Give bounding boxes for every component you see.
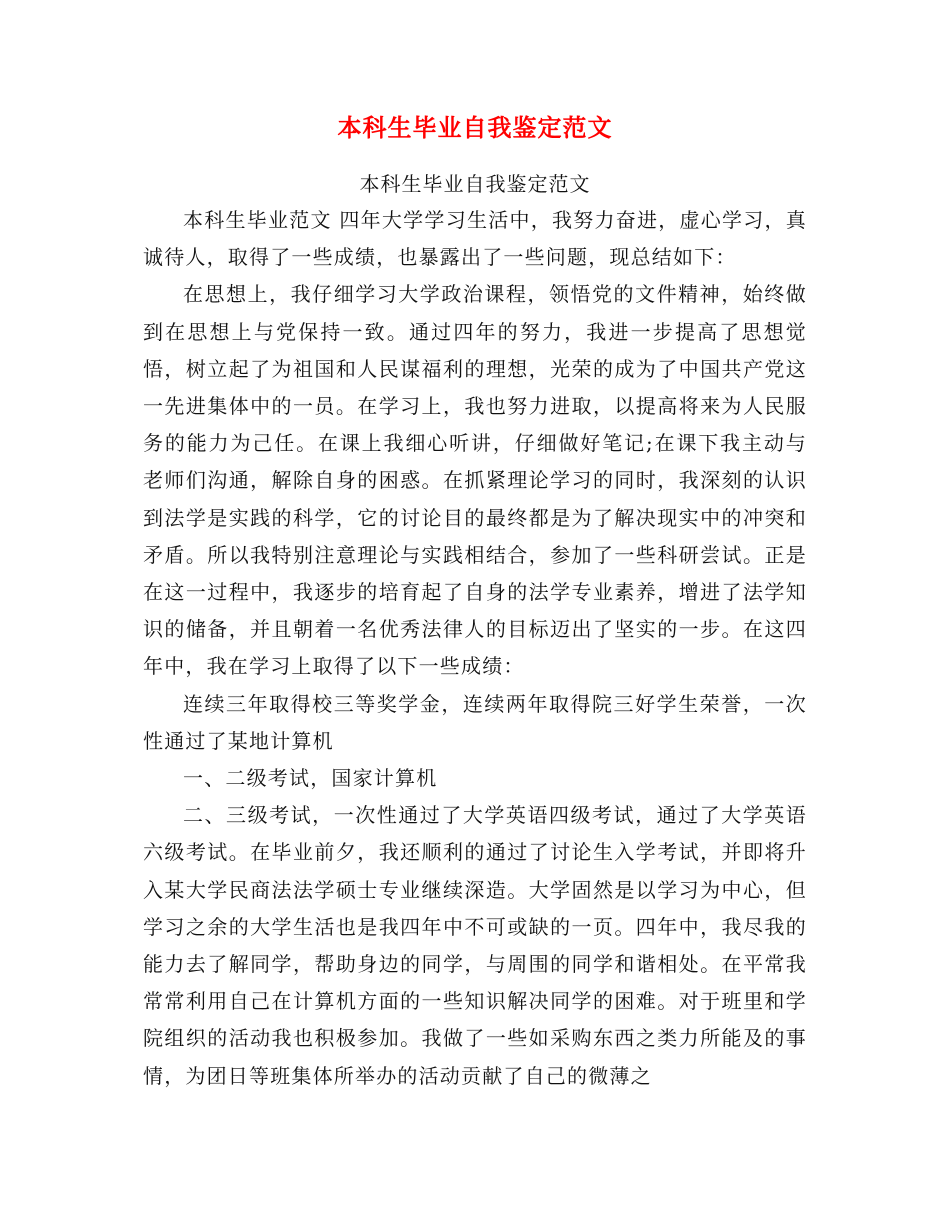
paragraph-level-two-three: 二、三级考试，一次性通过了大学英语四级考试，通过了大学英语六级考试。在毕业前夕，我还顺利的通过了讨论生入学考试，并即将升入某大学民商法法学硕士专业继续深造。大学固然是以学习为中心，但学习之余的大学生活也是我四年中不可或缺的一页。四年中，我尽我的能力去了解同学，帮助身边的同学，与周围的同学和谐相处。在平常我常常利用自己在计算机方面的一些知识解决同学的困难。对于班里和学院组织的活动我也积极参加。我做了一些如采购东西之类力所能及的事情，为团日等班集体所举办的活动贡献了自己的微薄之 (143, 803, 807, 1088)
paragraph-study: 在思想上，我仔细学习大学政治课程，领悟党的文件精神，始终做到在思想上与党保持一致。通过四年的努力，我进一步提高了思想觉悟，树立起了为祖国和人民谋福利的理想，光荣的成为了中国共产党这一先进集体中的一员。在学习上，我也努力进取，以提高将来为人民服务的能力为己任。在课上我细心听讲，仔细做好笔记;在课下我主动与老师们沟通，解除自身的困惑。在抓紧理论学习的同时，我深刻的认识到法学是实践的科学，它的讨论目的最终都是为了解决现实中的冲突和矛盾。所以我特别注意理论与实践相结合，参加了一些科研尝试。正是在这一过程中，我逐步的培育起了自身的法学专业素养，增进了法学知识的储备，并且朝着一名优秀法律人的目标迈出了坚实的一步。在这四年中，我在学习上取得了以下一些成绩： (143, 282, 807, 679)
paragraph-awards: 连续三年取得校三等奖学金，连续两年取得院三好学生荣誉，一次性通过了某地计算机 (143, 691, 807, 753)
paragraph-intro: 本科生毕业范文 四年大学学习生活中，我努力奋进，虚心学习，真诚待人，取得了一些成绩，也暴露出了一些问题，现总结如下： (143, 208, 807, 270)
document-subtitle: 本科生毕业自我鉴定范文 (359, 172, 591, 196)
paragraph-level-one-two: 一、二级考试，国家计算机 (183, 766, 438, 791)
document-body (143, 202, 807, 1095)
document-title: 本科生毕业自我鉴定范文 (337, 114, 613, 142)
